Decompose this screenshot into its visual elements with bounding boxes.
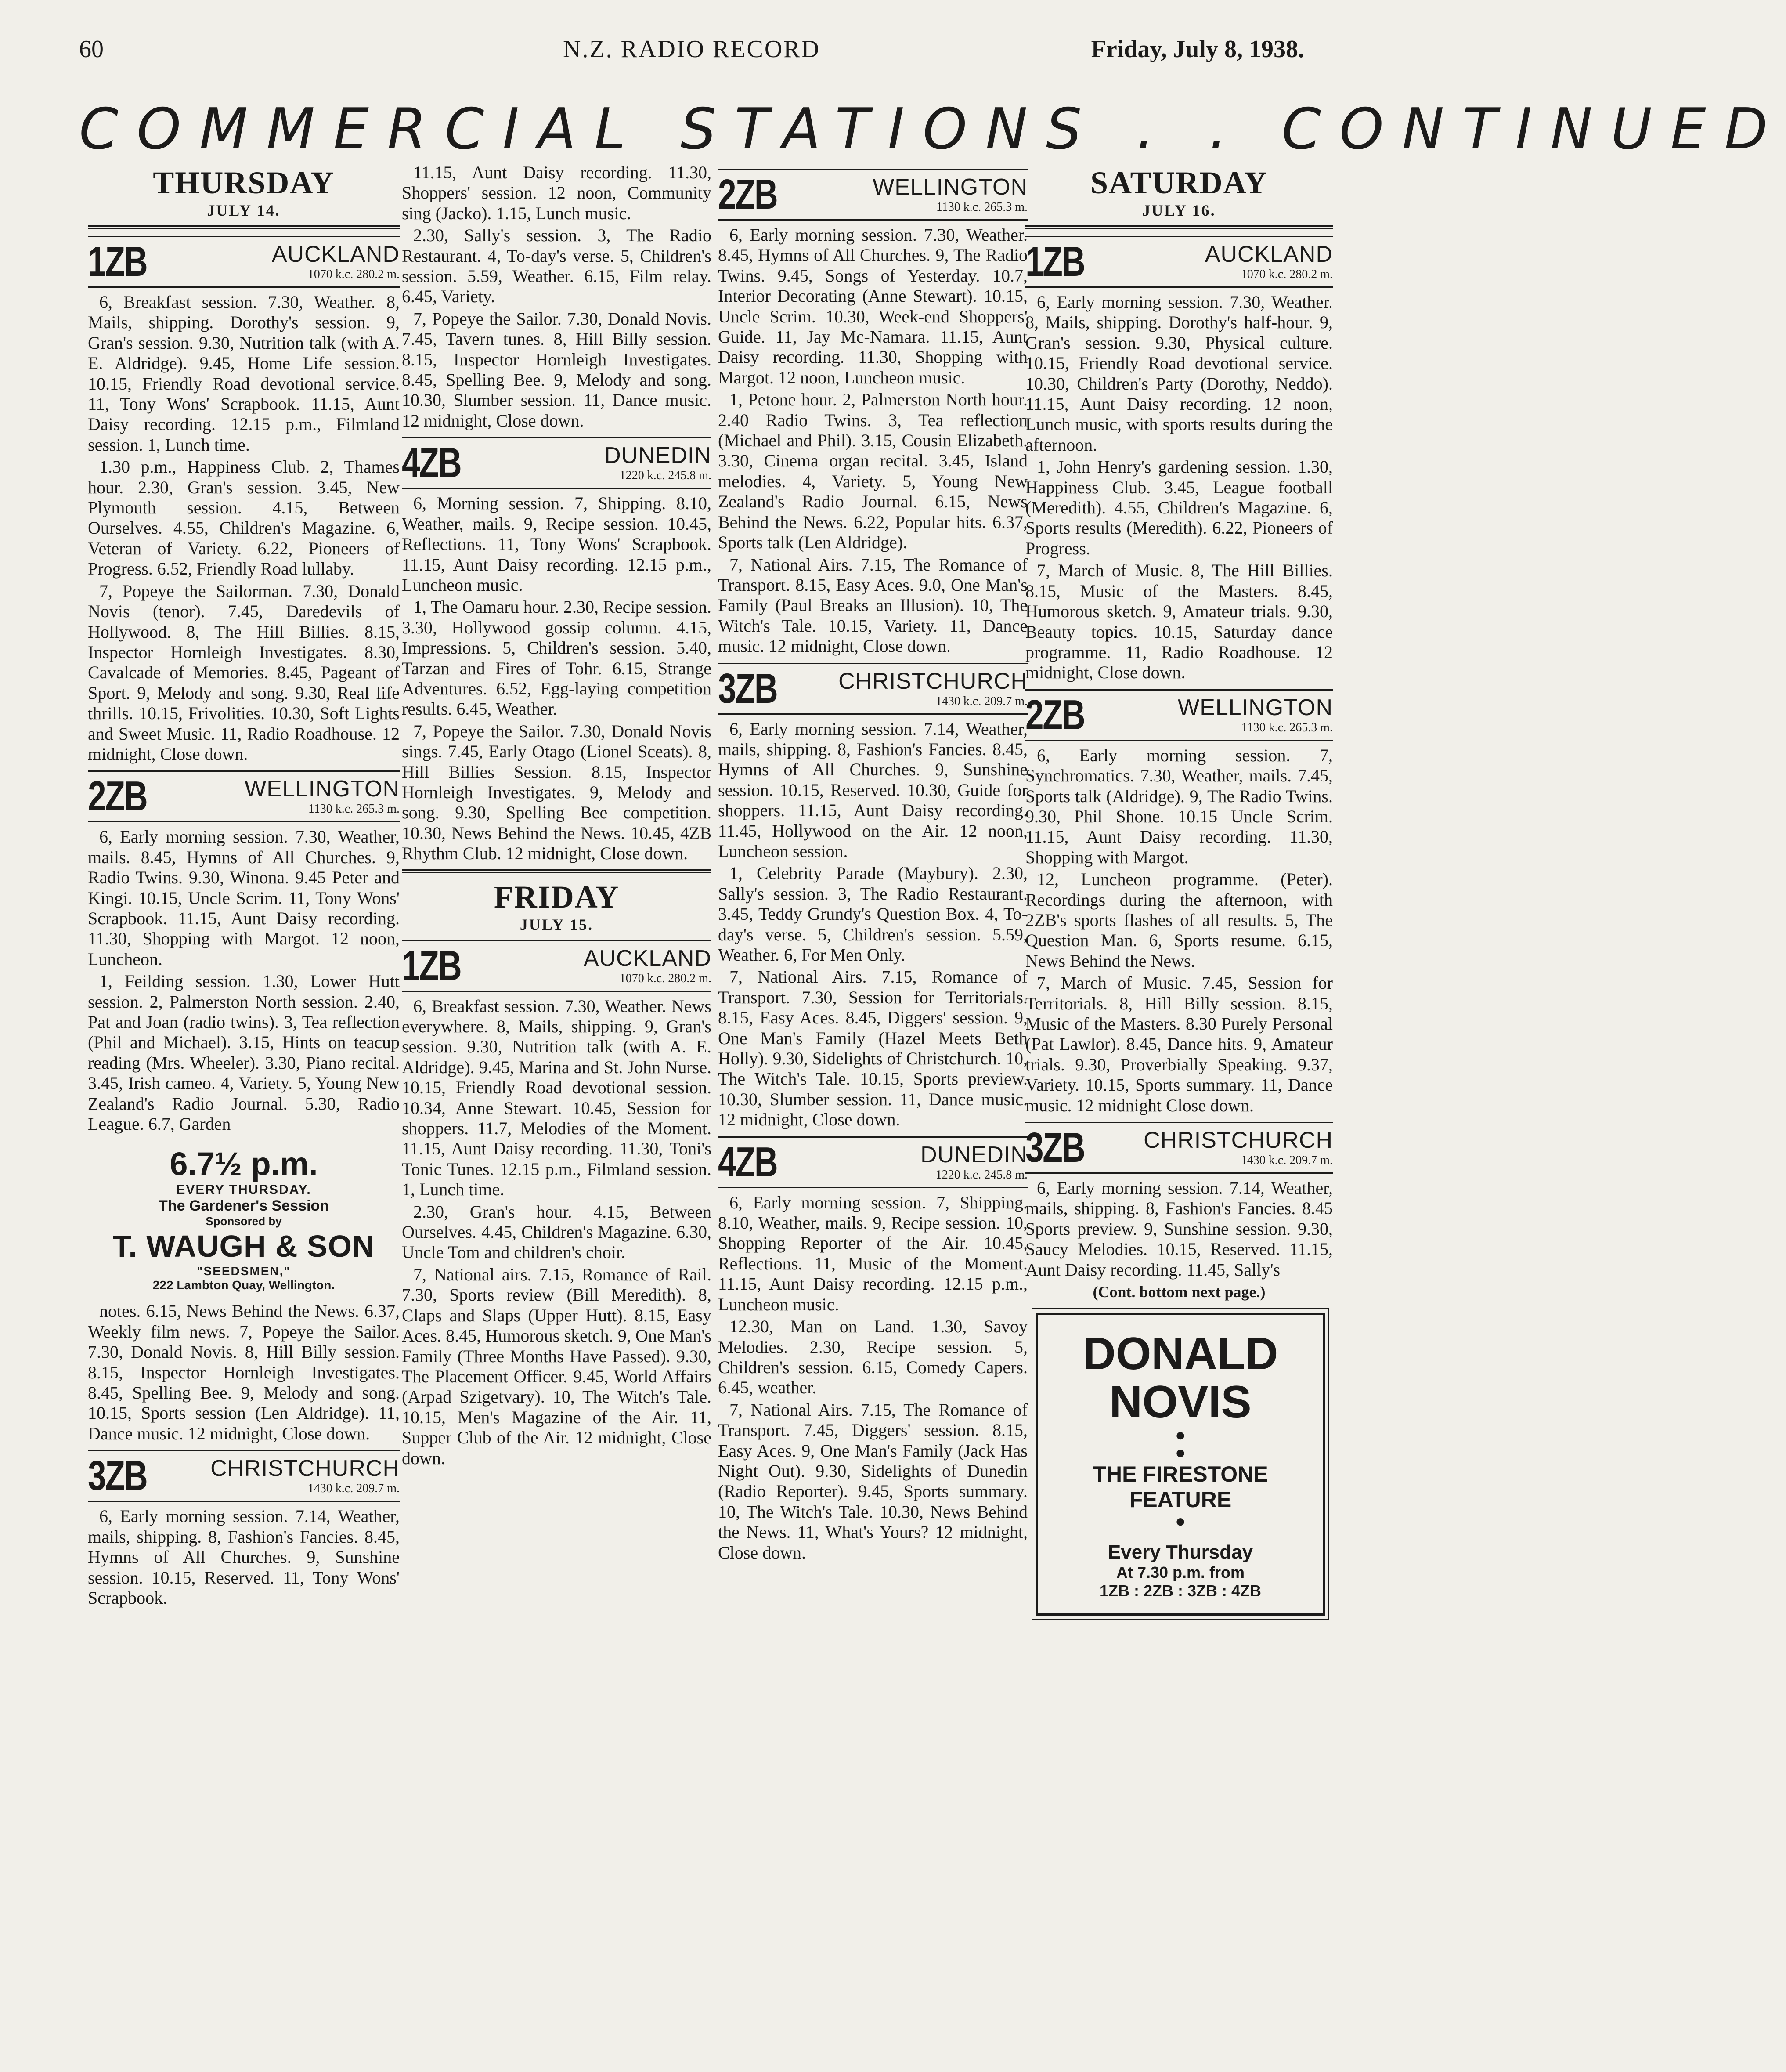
programme-paragraph: 7, Popeye the Sailor. 7.30, Donald Novis sings. 7.45, Early Otago (Lionel Sceats). 8, Hill Billies Session. 8.15, Inspector Hornleigh Investigates. 9, Melody and song. 9.30, Spelling Bee competition. 10.30, News Behind the News. 10.45, 4ZB Rhythm Club. 12 midnight, Close down. (402, 721, 711, 864)
callsign: 2ZB (1025, 691, 1085, 738)
station-city: AUCKLAND (271, 242, 400, 267)
ad-feature: THE FIRESTONE (1093, 1462, 1268, 1487)
programme-paragraph: 6, Early morning session. 7.30, Weather. 8, Mails, shipping. Dorothy's half-hour. 9, Gran's session. 9.30, Physical culture. 10.15, Friendly Road devotional service. 10.30, Children's Party (Dorothy, Neddo). 11.15, Aunt Daisy recording. 12 noon, Lunch music, with sports results during the afternoon. (1025, 292, 1333, 455)
day-date: JULY 14. (207, 202, 281, 219)
callsign: 3ZB (718, 665, 777, 712)
section-banner: COMMERCIAL STATIONS . . CONTINUED (79, 97, 1786, 162)
programme-paragraph: notes. 6.15, News Behind the News. 6.37, Weekly film news. 7, Popeye the Sailor. 7.30, Donald Novis. 8, Hill Billy session. 8.15, Inspector Hornleigh Investigates. 8.45, Spelling Bee. 9, Melody and song. 10.15, Sports session (Len Aldridge). 11, Dance music. 12 midnight, Close down. (88, 1301, 400, 1443)
station-frequency: 1130 k.c. 265.3 m. (308, 802, 400, 816)
station-frequency: 1070 k.c. 280.2 m. (619, 971, 711, 985)
programme-paragraph: 1, John Henry's gardening session. 1.30, Happiness Club. 3.45, League football (Meredith). 4.55, Children's Magazine. 6, Sports results (Meredith). 6.22, Pioneers of Progress. (1025, 457, 1333, 558)
callsign: 1ZB (402, 942, 461, 989)
station-frequency: 1220 k.c. 245.8 m. (619, 469, 711, 483)
donald-novis-advertisement (1036, 1313, 1325, 1616)
programme-paragraph: 6, Early morning session. 7.14, Weather, mails, shipping. 8, Fashion's Fancies. 8.45, Hymns of All Churches. 9, Sunshine session. 10.15, Reserved. 10.30, Guide for shoppers. 11.15, Aunt Daisy recording. 11.45, Hollywood on the Air. 12 noon, Luncheon session. (718, 719, 1028, 861)
station-frequency: 1070 k.c. 280.2 m. (307, 268, 400, 281)
station-city: WELLINGTON (245, 776, 400, 802)
station-header (402, 940, 711, 992)
station-header (1025, 1122, 1333, 1174)
programme-paragraph: 2.30, Sally's session. 3, The Radio Restaurant. 4, To-day's verse. 5, Children's session. 5.59, Weather. 6.15, Film relay. 6.45, Variety. (402, 225, 711, 307)
page-number: 60 (79, 36, 104, 63)
ad-line: Sponsored by (206, 1215, 282, 1228)
station-city: CHRISTCHURCH (838, 668, 1028, 694)
programme-paragraph: 12.30, Man on Land. 1.30, Savoy Melodies. 2.30, Recipe session. 5, Children's session. 6.15, Comedy Capers. 6.45, weather. (718, 1316, 1028, 1398)
ad-sponsor-name: T. WAUGH & SON (112, 1229, 375, 1264)
day-heading-thursday (88, 166, 400, 220)
programme-paragraph: 6, Early morning session. 7.30, Weather. 8.45, Hymns of All Churches. 9, The Radio Twins. 9.45, Songs of Yesterday. 10.7, Interior Decorating (Anne Stewart). 10.15, Uncle Scrim. 10.30, Week-end Shoppers' Guide. 11, Jay Mc-Namara. 11.15, Aunt Daisy recording. 11.30, Shopping with Margot. 12 noon, Luncheon music. (718, 225, 1028, 387)
callsign: 2ZB (88, 773, 147, 820)
programme-paragraph: 2.30, Gran's hour. 4.15, Between Ourselves. 4.45, Children's Magazine. 6.30, Uncle Tom and children's choir. (402, 1201, 711, 1262)
station-city: WELLINGTON (873, 174, 1028, 200)
day-heading-friday (402, 880, 711, 934)
column-1 (88, 163, 400, 2054)
station-city: DUNEDIN (604, 443, 711, 469)
programme-paragraph: 1, Celebrity Parade (Maybury). 2.30, Sally's session. 3, The Radio Restaurant. 3.45, Teddy Grundy's Question Box. 4, To-day's verse. 5, Children's session. 5.59, Weather. 6, For Men Only. (718, 863, 1028, 965)
callsign: 3ZB (1025, 1124, 1085, 1172)
day-name: SATURDAY (1090, 165, 1268, 200)
station-header (88, 1450, 400, 1502)
station-frequency: 1070 k.c. 280.2 m. (1241, 268, 1333, 281)
station-city: AUCKLAND (583, 945, 711, 971)
programme-paragraph: 6, Early morning session. 7.14, Weather, mails, shipping. 8, Fashion's Fancies. 8.45, Hymns of All Churches. 9, Sunshine session. 10.15, Reserved. 11, Tony Wons' Scrapbook. (88, 1506, 400, 1608)
column-2 (402, 163, 711, 2054)
issue-date: Friday, July 8, 1938. (1091, 36, 1304, 63)
ad-artist-name: NOVIS (1109, 1377, 1252, 1428)
station-city: CHRISTCHURCH (210, 1456, 400, 1482)
ad-stations: 1ZB : 2ZB : 3ZB : 4ZB (1099, 1582, 1261, 1600)
divider (1025, 225, 1333, 229)
programme-paragraph: 7, Popeye the Sailorman. 7.30, Donald Novis (tenor). 7.45, Daredevils of Hollywood. 8, The Hill Billies. 8.15, Inspector Hornleigh Investigates. 8.30, Cavalcade of Memories. 8.45, Pageant of Sport. 9, Melody and song. 9.30, Real life thrills. 10.15, Frivolities. 10.30, Soft Lights and Sweet Music. 11, Radio Roadhouse. 12 midnight, Close down. (88, 581, 400, 764)
station-frequency: 1130 k.c. 265.3 m. (936, 200, 1028, 214)
callsign: 4ZB (718, 1138, 777, 1186)
ad-address: 222 Lambton Quay, Wellington. (152, 1278, 335, 1292)
programme-paragraph: 7, March of Music. 7.45, Session for Territorials. 8, Hill Billy session. 8.15, Music of the Masters. 8.30 Purely Personal (Pat Lawlor). 8.45, Dance hits. 9, Amateur trials. 9.30, Proverbially Speaking. 9.37, Variety. 10.15, Sports summary. 11, Dance music. 12 midnight Close down. (1025, 973, 1333, 1115)
programme-paragraph: 6, Early morning session. 7, Shipping. 8.10, Weather, mails. 9, Recipe session. 10, Shopping Reporter of the Air. 10.45, Reflections. 11, Music of the Moment. 11.15, Aunt Daisy recording. 12.15 p.m., Luncheon music. (718, 1192, 1028, 1314)
station-city: CHRISTCHURCH (1144, 1128, 1333, 1154)
programme-paragraph: 12, Luncheon programme. (Peter). Recordings during the afternoon, with 2ZB's sports flashes of all results. 5, The Question Man. 6, Sports resume. 6.15, News Behind the News. (1025, 869, 1333, 971)
station-header (718, 1136, 1028, 1188)
station-frequency: 1220 k.c. 245.8 m. (935, 1168, 1028, 1182)
callsign: 2ZB (718, 171, 777, 218)
station-header (1025, 236, 1333, 288)
ad-schedule: Every Thursday (1108, 1541, 1253, 1563)
ad-time: At 7.30 p.m. from (1116, 1563, 1245, 1582)
day-name: THURSDAY (153, 165, 335, 200)
programme-paragraph: 11.15, Aunt Daisy recording. 11.30, Shoppers' session. 12 noon, Community sing (Jacko). 1.15, Lunch music. (402, 163, 711, 223)
station-city: DUNEDIN (920, 1142, 1028, 1168)
programme-paragraph: 7, National airs. 7.15, Romance of Rail. 7.30, Sports review (Bill Meredith). 8, Claps and Slaps (Upper Hutt). 8.15, Easy Aces. 8.45, Humorous sketch. 9, One Man's Family (Three Months Have Passed). 9.30, The Placement Officer. 9.45, World Affairs (Arpad Szigetvary). 10, The Witch's Tale. 10.15, Men's Magazine of the Air. 11, Supper Club of the Air. 12 midnight, Close down. (402, 1264, 711, 1468)
station-city: AUCKLAND (1205, 242, 1333, 267)
station-header (718, 169, 1028, 221)
station-header (88, 236, 400, 288)
programme-paragraph: 1, The Oamaru hour. 2.30, Recipe session. 3.30, Hollywood gossip column. 4.15, Impressions. 5, Children's session. 5.40, Tarzan and Fires of Tohr. 6.15, Strange Adventures. 6.52, Egg-laying competition results. 6.45, Weather. (402, 597, 711, 719)
day-date: JULY 15. (520, 915, 594, 933)
ad-time: 6.7½ p.m. (170, 1146, 318, 1182)
divider (402, 869, 711, 873)
day-heading-saturday (1025, 166, 1333, 220)
station-header (1025, 689, 1333, 741)
station-frequency: 1430 k.c. 209.7 m. (935, 694, 1028, 708)
ad-feature: FEATURE (1129, 1487, 1232, 1512)
programme-paragraph: 6, Early morning session. 7.30, Weather, mails. 8.45, Hymns of All Churches. 9, Radio Twins. 9.30, Winona. 9.45 Peter and Kingi. 10.15, Uncle Scrim. 11, Tony Wons' Scrapbook. 11.15, Aunt Daisy recording. 11.30, Shopping with Margot. 12 noon, Luncheon. (88, 827, 400, 969)
callsign: 3ZB (88, 1452, 147, 1500)
programme-paragraph: 1, Petone hour. 2, Palmerston North hour. 2.40 Radio Twins. 3, Tea reflection (Michael and Phil). 3.15, Cousin Elizabeth. 3.30, Cinema organ recital. 3.45, Island melodies. 4, Variety. 5, Young New Zealand's Radio Journal. 6.15, News Behind the News. 6.22, Popular hits. 6.37, Sports talk (Len Aldridge). (718, 390, 1028, 553)
column-3 (718, 163, 1028, 2054)
programme-paragraph: 6, Early morning session. 7.14, Weather, mails, shipping. 8, Fashion's Fancies. 8.45 Sports preview. 9, Sunshine session. 9.30, Saucy Melodies. 10.15, Reserved. 11.15, Aunt Daisy recording. 11.45, Sally's (1025, 1178, 1333, 1280)
ad-line: "SEEDSMEN," (197, 1264, 291, 1278)
waugh-advertisement (88, 1146, 400, 1292)
publication-title: N.Z. RADIO RECORD (563, 36, 821, 63)
ad-line: EVERY THURSDAY. (176, 1182, 311, 1197)
station-frequency: 1130 k.c. 265.3 m. (1241, 720, 1333, 734)
station-frequency: 1430 k.c. 209.7 m. (307, 1482, 400, 1496)
programme-paragraph: 1, Feilding session. 1.30, Lower Hutt session. 2, Palmerston North session. 2.40, Pat and Joan (radio twins). 3, Tea reflection (Phil and Michael). 3.15, Hints on teacup reading (Mrs. Wheeler). 3.30, Piano recital. 3.45, Irish cameo. 4, Variety. 5, Young New Zealand's Radio Journal. 5.30, Radio League. 6.7, Garden (88, 971, 400, 1134)
programme-paragraph: 6, Breakfast session. 7.30, Weather. News everywhere. 8, Mails, shipping. 9, Gran's session. 9.30, Nutrition talk (with A. E. Aldridge). 9.45, Marina and St. John Nurse. 10.15, Friendly Road devotional session. 10.34, Anne Stewart. 10.45, Session for shoppers. 11.7, Melodies of the Moment. 11.15, Aunt Daisy recording. 11.30, Toni's Tonic Tunes. 12.15 p.m., Filmland session. 1, Lunch time. (402, 996, 711, 1200)
divider (88, 225, 400, 229)
programme-paragraph: 7, National Airs. 7.15, Romance of Transport. 7.30, Session for Territorials. 8.15, Easy Aces. 8.45, Diggers' session. 9, One Man's Family (Hazel Meets Beth Holly). 9.30, Sidelights of Christchurch. 10, The Witch's Tale. 10.15, Sports preview. 10.30, Slumber session. 11, Dance music. 12 midnight, Close down. (718, 967, 1028, 1130)
station-header (718, 663, 1028, 715)
programme-paragraph: 6, Morning session. 7, Shipping. 8.10, Weather, mails. 9, Recipe session. 10.45, Reflections. 11, Tony Wons' Scrapbook. 11.15, Aunt Daisy recording. 12.15 p.m., Luncheon music. (402, 493, 711, 595)
callsign: 1ZB (88, 238, 147, 285)
continued-note: (Cont. bottom next page.) (1093, 1283, 1266, 1301)
station-city: WELLINGTON (1178, 694, 1333, 720)
column-4 (1025, 163, 1333, 2054)
ad-artist-name: DONALD (1082, 1328, 1278, 1380)
dot-ornament: ● (1175, 1425, 1186, 1445)
day-name: FRIDAY (494, 879, 620, 915)
ad-line: The Gardener's Session (159, 1197, 329, 1215)
programme-paragraph: 1.30 p.m., Happiness Club. 2, Thames hour. 2.30, Gran's session. 3.45, New Plymouth session. 4.15, Between Ourselves. 4.55, Children's Magazine. 6, Veteran of Variety. 6.22, Pioneers of Progress. 6.52, Friendly Road lullaby. (88, 457, 400, 579)
page-header (79, 35, 1304, 66)
programme-paragraph: 6, Breakfast session. 7.30, Weather. 8, Mails, shipping. Dorothy's session. 9, Gran's session. 9.30, Nutrition talk (with A. E. Aldridge). 9.45, Home Life session. 10.15, Friendly Road devotional service. 11, Tony Wons' Scrapbook. 11.15, Aunt Daisy recording. 12.15 p.m., Filmland session. 1, Lunch time. (88, 292, 400, 455)
station-frequency: 1430 k.c. 209.7 m. (1241, 1154, 1333, 1168)
dot-ornament: ● (1175, 1512, 1186, 1531)
station-header (402, 437, 711, 489)
programme-paragraph: 7, March of Music. 8, The Hill Billies. 8.15, Music of the Masters. 8.45, Humorous sketch. 9, Amateur trials. 9.30, Beauty topics. 10.15, Saturday dance programme. 11, Radio Roadhouse. 12 midnight, Close down. (1025, 560, 1333, 683)
programme-paragraph: 7, Popeye the Sailor. 7.30, Donald Novis. 7.45, Tavern tunes. 8, Hill Billy session. 8.15, Inspector Hornleigh Investigates. 8.45, Spelling Bee. 9, Melody and song. 10.30, Slumber session. 11, Dance music. 12 midnight, Close down. (402, 308, 711, 430)
day-date: JULY 16. (1142, 202, 1216, 219)
programme-paragraph: 7, National Airs. 7.15, The Romance of Transport. 7.45, Diggers' session. 8.15, Easy Aces. 9, One Man's Family (Jack Has Night Out). 9.30, Sidelights of Dunedin (Radio Reporter). 9.45, Sports summary. 10, The Witch's Tale. 10.30, News Behind the News. 11, What's Yours? 12 midnight, Close down. (718, 1399, 1028, 1562)
station-header (88, 770, 400, 822)
dot-ornament: ● (1175, 1443, 1186, 1463)
programme-paragraph: 7, National Airs. 7.15, The Romance of Transport. 8.15, Easy Aces. 9.0, One Man's Family (Paul Breaks an Illusion). 10, The Witch's Tale. 10.15, Variety. 11, Dance music. 12 midnight, Close down. (718, 554, 1028, 656)
callsign: 4ZB (402, 439, 461, 487)
callsign: 1ZB (1025, 238, 1085, 285)
programme-paragraph: 6, Early morning session. 7, Synchromatics. 7.30, Weather, mails. 7.45, Sports talk (Aldridge). 9, The Radio Twins. 9.30, Phil Shone. 10.15 Uncle Scrim. 11.15, Aunt Daisy recording. 11.30, Shopping with Margot. (1025, 745, 1333, 867)
